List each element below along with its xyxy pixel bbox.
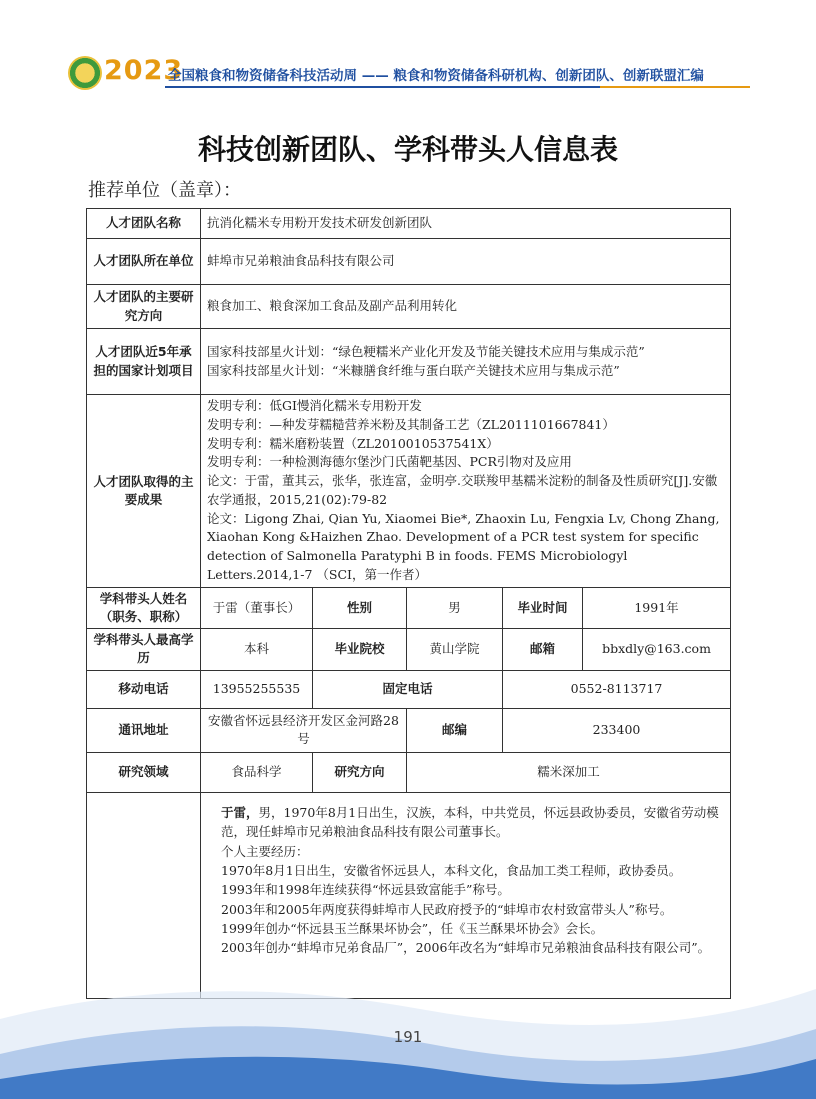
research-direction-value-2: 糯米深加工	[407, 752, 731, 792]
research-direction-value: 粮食加工、粮食深加工食品及副产品利用转化	[201, 285, 731, 329]
achievement-item: 发明专利：糯米磨粉装置（ZL2010010537541X）	[207, 435, 499, 451]
achievement-item: 发明专利：一种检测海德尔堡沙门氏菌靶基因、PCR引物对及应用	[207, 454, 572, 470]
recommend-unit-label: 推荐单位（盖章）：	[88, 180, 241, 201]
info-table	[86, 208, 731, 999]
achievements-value	[201, 395, 731, 588]
page-header	[0, 0, 816, 100]
education-value: 本科	[201, 628, 313, 670]
table-row	[87, 239, 731, 285]
education-label: 学科带头人最高学历	[87, 628, 201, 670]
plan-item: 国家科技部星火计划：“绿色粳糯米产业化开发及节能关键技术应用与集成示范”	[207, 344, 645, 360]
achievement-item: 论文：于雷，董其云，张华，张连富，金明亭.交联羧甲基糯米淀粉的制备及性质研究[J].安徽农学通报，2015,21(02):79-82	[207, 473, 718, 507]
research-field-label: 研究领域	[87, 752, 201, 792]
team-name-value: 抗消化糯米专用粉开发技术研发创新团队	[201, 209, 731, 239]
zip-value: 233400	[503, 708, 731, 752]
bio-line: 1993年和1998年连续获得“怀远县致富能手”称号。	[221, 882, 510, 898]
email-label: 邮箱	[503, 628, 583, 670]
table-row	[87, 587, 731, 628]
table-row	[87, 708, 731, 752]
achievement-item: 发明专利：低GI慢消化糯米专用粉开发	[207, 398, 422, 413]
mobile-value: 13955255535	[201, 670, 313, 708]
research-field-value: 食品科学	[201, 752, 313, 792]
bio-line: 1970年8月1日出生，安徽省怀远县人，本科文化，食品加工类工程师，政协委员。	[221, 862, 682, 878]
logo-emblem-icon	[68, 56, 102, 90]
fixed-phone-label: 固定电话	[313, 670, 503, 708]
address-value: 安徽省怀远县经济开发区金河路28号	[201, 708, 407, 752]
national-plans-label: 人才团队近5年承担的国家计划项目	[87, 329, 201, 395]
bio-line: 2003年和2005年两度获得蚌埠市人民政府授予的“蚌埠市农村致富带头人”称号。	[221, 901, 673, 917]
school-label: 毕业院校	[313, 628, 407, 670]
mobile-label: 移动电话	[87, 670, 201, 708]
team-unit-label: 人才团队所在单位	[87, 239, 201, 285]
bio-name: 于雷，	[221, 804, 259, 820]
leader-name-value: 于雷（董事长）	[201, 587, 313, 628]
table-row	[87, 285, 731, 329]
table-row	[87, 670, 731, 708]
grad-time-value: 1991年	[583, 587, 731, 628]
school-value: 黄山学院	[407, 628, 503, 670]
team-unit-value: 蚌埠市兄弟粮油食品科技有限公司	[201, 239, 731, 285]
gender-value: 男	[407, 587, 503, 628]
bio-line: 个人主要经历：	[221, 843, 309, 859]
page-number: 191	[393, 1028, 423, 1046]
leader-name-label: 学科带头人姓名（职务、职称）	[87, 587, 201, 628]
bio-line: 2003年创办“蚌埠市兄弟食品厂”，2006年改名为“蚌埠市兄弟粮油食品科技有限公司”。	[221, 940, 711, 956]
zip-label: 邮编	[407, 708, 503, 752]
research-direction-label: 人才团队的主要研究方向	[87, 285, 201, 329]
address-label: 通讯地址	[87, 708, 201, 752]
email-value: bbxdly@163.com	[583, 628, 731, 670]
bio-line: 1999年创办“怀远县玉兰酥果坏协会”，任《玉兰酥果坏协会》会长。	[221, 921, 604, 936]
gender-label: 性别	[313, 587, 407, 628]
national-plans-value	[201, 329, 731, 395]
research-direction-label-2: 研究方向	[313, 752, 407, 792]
team-name-label: 人才团队名称	[87, 209, 201, 239]
table-row	[87, 628, 731, 670]
page-title: 科技创新团队、学科带头人信息表	[197, 133, 618, 166]
header-title: 全国粮食和物资储备科技活动周 —— 粮食和物资储备科研机构、创新团队、创新联盟汇编	[168, 68, 704, 84]
fixed-phone-value: 0552-8113717	[503, 670, 731, 708]
bio-intro	[221, 803, 722, 842]
bio-intro-text: 男，1970年8月1日出生，汉族，本科，中共党员，怀远县政协委员，安徽省劳动模范，现任蚌埠市兄弟粮油食品科技有限公司董事长。	[221, 804, 719, 840]
achievement-item: 发明专利：—种发芽糯糙营养米粉及其制备工艺（ZL2011101667841）	[207, 416, 615, 432]
table-row	[87, 209, 731, 239]
header-divider-accent	[600, 86, 750, 88]
header-year: 2023	[104, 55, 184, 86]
grad-time-label: 毕业时间	[503, 587, 583, 628]
plan-item: 国家科技部星火计划：“米糠膳食纤维与蛋白联产关键技术应用与集成示范”	[207, 362, 620, 378]
table-row	[87, 752, 731, 792]
table-row	[87, 395, 731, 588]
achievement-item: 论文：Ligong Zhai, Qian Yu, Xiaomei Bie*, Zhaoxin Lu, Fengxia Lv, Chong Zhang, Xiaohan Kong &Haizhen Zhao. Development of a PCR test system for specific detection of Salmonella Paratyphi B in foods. FEMS Microbiologyl Letters.2014,1-7 （SCI，第一作者）	[207, 510, 720, 582]
achievements-label: 人才团队取得的主要成果	[87, 395, 201, 588]
table-row	[87, 329, 731, 395]
